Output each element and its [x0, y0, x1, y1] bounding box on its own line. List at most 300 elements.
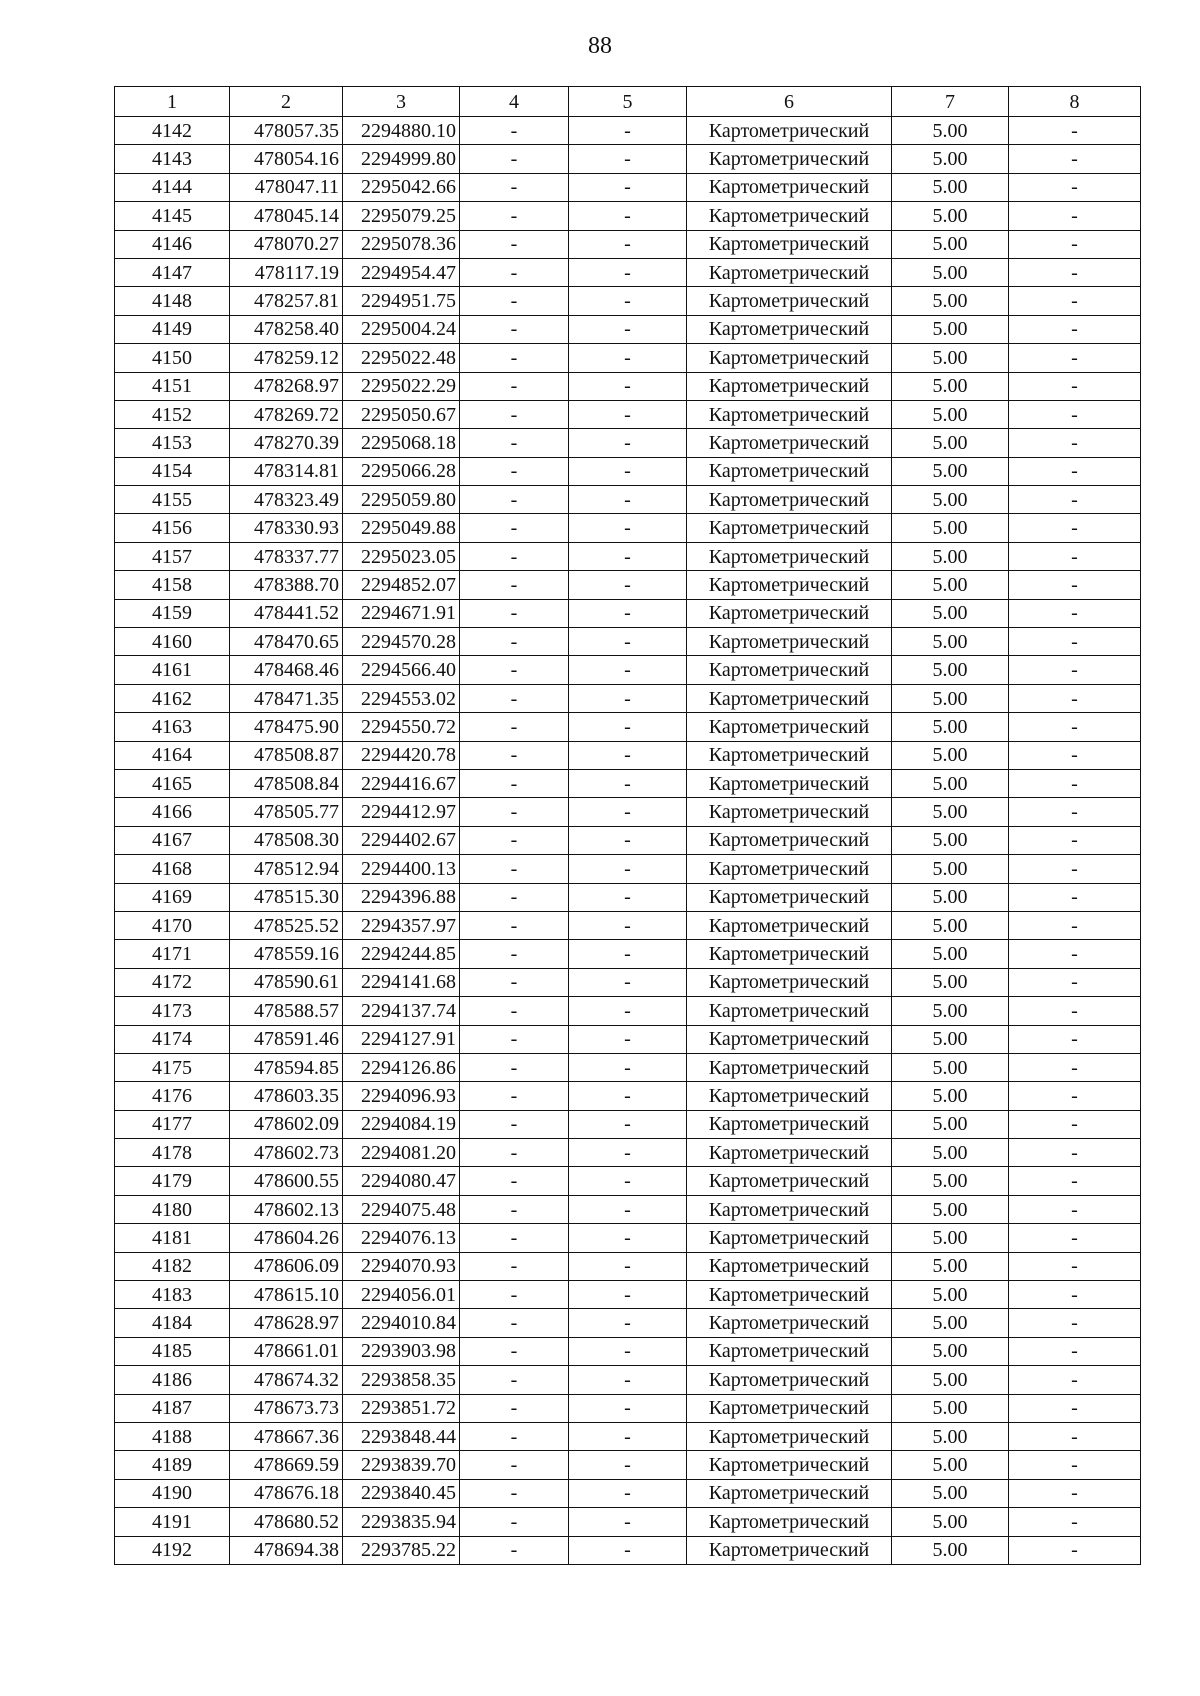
cell-accuracy: 5.00: [892, 429, 1009, 457]
cell-col-5: -: [569, 684, 687, 712]
cell-method: Картометрический: [687, 1337, 892, 1365]
cell-x-coordinate: 478257.81: [230, 287, 343, 315]
table-row: [115, 741, 1141, 769]
cell-method: Картометрический: [687, 571, 892, 599]
cell-x-coordinate: 478508.84: [230, 769, 343, 797]
cell-col-8: -: [1009, 173, 1141, 201]
cell-y-coordinate: 2294080.47: [343, 1167, 460, 1195]
cell-x-coordinate: 478667.36: [230, 1422, 343, 1450]
cell-y-coordinate: 2295078.36: [343, 230, 460, 258]
cell-accuracy: 5.00: [892, 883, 1009, 911]
cell-accuracy: 5.00: [892, 826, 1009, 854]
cell-y-coordinate: 2295050.67: [343, 400, 460, 428]
cell-col-5: -: [569, 1337, 687, 1365]
cell-y-coordinate: 2294671.91: [343, 599, 460, 627]
cell-method: Картометрический: [687, 968, 892, 996]
cell-y-coordinate: 2294999.80: [343, 145, 460, 173]
cell-x-coordinate: 478441.52: [230, 599, 343, 627]
cell-method: Картометрический: [687, 997, 892, 1025]
cell-point-number: 4150: [115, 344, 230, 372]
cell-method: Картометрический: [687, 1508, 892, 1536]
cell-point-number: 4187: [115, 1394, 230, 1422]
cell-col-8: -: [1009, 940, 1141, 968]
cell-accuracy: 5.00: [892, 1110, 1009, 1138]
cell-col-4: -: [460, 855, 569, 883]
cell-col-5: -: [569, 486, 687, 514]
cell-y-coordinate: 2294075.48: [343, 1195, 460, 1223]
cell-method: Картометрический: [687, 1167, 892, 1195]
table-row: [115, 258, 1141, 286]
cell-col-4: -: [460, 173, 569, 201]
cell-col-5: -: [569, 883, 687, 911]
table-row: [115, 486, 1141, 514]
cell-method: Картометрический: [687, 1025, 892, 1053]
table-row: [115, 514, 1141, 542]
cell-col-4: -: [460, 1053, 569, 1081]
coordinates-table: [114, 86, 1141, 1565]
table-row: [115, 315, 1141, 343]
cell-y-coordinate: 2293835.94: [343, 1508, 460, 1536]
cell-point-number: 4168: [115, 855, 230, 883]
cell-accuracy: 5.00: [892, 400, 1009, 428]
cell-method: Картометрический: [687, 940, 892, 968]
table-row: [115, 1281, 1141, 1309]
cell-method: Картометрический: [687, 315, 892, 343]
cell-x-coordinate: 478045.14: [230, 202, 343, 230]
cell-y-coordinate: 2295066.28: [343, 457, 460, 485]
cell-accuracy: 5.00: [892, 1479, 1009, 1507]
cell-y-coordinate: 2294056.01: [343, 1281, 460, 1309]
cell-col-8: -: [1009, 315, 1141, 343]
cell-col-5: -: [569, 741, 687, 769]
cell-x-coordinate: 478600.55: [230, 1167, 343, 1195]
cell-col-5: -: [569, 1422, 687, 1450]
header-cell-5: 5: [569, 87, 687, 117]
cell-method: Картометрический: [687, 1309, 892, 1337]
cell-y-coordinate: 2294244.85: [343, 940, 460, 968]
cell-col-8: -: [1009, 287, 1141, 315]
cell-point-number: 4174: [115, 1025, 230, 1053]
cell-col-5: -: [569, 173, 687, 201]
cell-accuracy: 5.00: [892, 258, 1009, 286]
cell-col-8: -: [1009, 1337, 1141, 1365]
cell-col-5: -: [569, 287, 687, 315]
cell-y-coordinate: 2294076.13: [343, 1224, 460, 1252]
cell-point-number: 4145: [115, 202, 230, 230]
cell-col-5: -: [569, 1479, 687, 1507]
cell-col-4: -: [460, 145, 569, 173]
cell-point-number: 4186: [115, 1366, 230, 1394]
cell-x-coordinate: 478475.90: [230, 713, 343, 741]
cell-col-4: -: [460, 230, 569, 258]
cell-y-coordinate: 2295068.18: [343, 429, 460, 457]
cell-col-8: -: [1009, 1536, 1141, 1564]
cell-x-coordinate: 478508.87: [230, 741, 343, 769]
cell-accuracy: 5.00: [892, 145, 1009, 173]
cell-method: Картометрический: [687, 145, 892, 173]
cell-point-number: 4142: [115, 117, 230, 145]
cell-accuracy: 5.00: [892, 1082, 1009, 1110]
cell-y-coordinate: 2295049.88: [343, 514, 460, 542]
cell-accuracy: 5.00: [892, 372, 1009, 400]
cell-col-4: -: [460, 429, 569, 457]
cell-method: Картометрический: [687, 1451, 892, 1479]
table-row: [115, 542, 1141, 570]
cell-accuracy: 5.00: [892, 628, 1009, 656]
table-row: [115, 1366, 1141, 1394]
cell-accuracy: 5.00: [892, 344, 1009, 372]
table-row: [115, 429, 1141, 457]
table-row: [115, 628, 1141, 656]
cell-x-coordinate: 478314.81: [230, 457, 343, 485]
cell-col-4: -: [460, 1508, 569, 1536]
cell-method: Картометрический: [687, 117, 892, 145]
table-row: [115, 400, 1141, 428]
cell-method: Картометрический: [687, 1366, 892, 1394]
cell-point-number: 4167: [115, 826, 230, 854]
cell-col-4: -: [460, 798, 569, 826]
cell-col-8: -: [1009, 628, 1141, 656]
cell-col-8: -: [1009, 1082, 1141, 1110]
cell-col-5: -: [569, 1309, 687, 1337]
cell-accuracy: 5.00: [892, 940, 1009, 968]
cell-y-coordinate: 2294070.93: [343, 1252, 460, 1280]
cell-col-8: -: [1009, 344, 1141, 372]
cell-point-number: 4146: [115, 230, 230, 258]
cell-x-coordinate: 478508.30: [230, 826, 343, 854]
cell-method: Картометрический: [687, 911, 892, 939]
cell-accuracy: 5.00: [892, 542, 1009, 570]
cell-col-5: -: [569, 571, 687, 599]
table-row: [115, 713, 1141, 741]
cell-col-4: -: [460, 542, 569, 570]
cell-col-4: -: [460, 883, 569, 911]
cell-accuracy: 5.00: [892, 656, 1009, 684]
cell-col-5: -: [569, 542, 687, 570]
cell-method: Картометрический: [687, 1082, 892, 1110]
cell-col-8: -: [1009, 514, 1141, 542]
cell-x-coordinate: 478323.49: [230, 486, 343, 514]
cell-y-coordinate: 2295079.25: [343, 202, 460, 230]
cell-y-coordinate: 2295022.29: [343, 372, 460, 400]
table-row: [115, 1110, 1141, 1138]
table-row: [115, 202, 1141, 230]
cell-col-5: -: [569, 656, 687, 684]
cell-col-5: -: [569, 202, 687, 230]
cell-point-number: 4188: [115, 1422, 230, 1450]
cell-point-number: 4147: [115, 258, 230, 286]
table-row: [115, 1337, 1141, 1365]
cell-col-5: -: [569, 344, 687, 372]
cell-y-coordinate: 2294951.75: [343, 287, 460, 315]
cell-col-4: -: [460, 457, 569, 485]
cell-point-number: 4169: [115, 883, 230, 911]
cell-point-number: 4179: [115, 1167, 230, 1195]
cell-col-4: -: [460, 968, 569, 996]
cell-col-5: -: [569, 713, 687, 741]
cell-col-4: -: [460, 826, 569, 854]
cell-point-number: 4158: [115, 571, 230, 599]
cell-accuracy: 5.00: [892, 911, 1009, 939]
cell-method: Картометрический: [687, 1422, 892, 1450]
cell-y-coordinate: 2294570.28: [343, 628, 460, 656]
cell-accuracy: 5.00: [892, 1422, 1009, 1450]
cell-point-number: 4160: [115, 628, 230, 656]
header-cell-2: 2: [230, 87, 343, 117]
page-number: [0, 30, 1200, 62]
cell-accuracy: 5.00: [892, 117, 1009, 145]
cell-method: Картометрический: [687, 372, 892, 400]
cell-col-8: -: [1009, 1508, 1141, 1536]
cell-point-number: 4156: [115, 514, 230, 542]
cell-col-5: -: [569, 1281, 687, 1309]
table-row: [115, 1536, 1141, 1564]
table-row: [115, 571, 1141, 599]
cell-col-8: -: [1009, 741, 1141, 769]
cell-accuracy: 5.00: [892, 315, 1009, 343]
cell-y-coordinate: 2293848.44: [343, 1422, 460, 1450]
cell-y-coordinate: 2294137.74: [343, 997, 460, 1025]
cell-accuracy: 5.00: [892, 855, 1009, 883]
cell-point-number: 4181: [115, 1224, 230, 1252]
cell-x-coordinate: 478070.27: [230, 230, 343, 258]
cell-x-coordinate: 478259.12: [230, 344, 343, 372]
cell-col-8: -: [1009, 656, 1141, 684]
cell-col-4: -: [460, 1366, 569, 1394]
cell-y-coordinate: 2294954.47: [343, 258, 460, 286]
cell-col-4: -: [460, 599, 569, 627]
cell-y-coordinate: 2294084.19: [343, 1110, 460, 1138]
cell-y-coordinate: 2294010.84: [343, 1309, 460, 1337]
cell-accuracy: 5.00: [892, 1195, 1009, 1223]
table-row: [115, 826, 1141, 854]
cell-accuracy: 5.00: [892, 571, 1009, 599]
cell-col-8: -: [1009, 372, 1141, 400]
table-row: [115, 599, 1141, 627]
cell-col-8: -: [1009, 1281, 1141, 1309]
cell-accuracy: 5.00: [892, 1366, 1009, 1394]
cell-point-number: 4185: [115, 1337, 230, 1365]
cell-method: Картометрический: [687, 826, 892, 854]
table-row: [115, 173, 1141, 201]
cell-x-coordinate: 478505.77: [230, 798, 343, 826]
cell-col-5: -: [569, 457, 687, 485]
cell-point-number: 4166: [115, 798, 230, 826]
cell-y-coordinate: 2294412.97: [343, 798, 460, 826]
cell-point-number: 4192: [115, 1536, 230, 1564]
table-row: [115, 769, 1141, 797]
cell-method: Картометрический: [687, 1479, 892, 1507]
cell-point-number: 4157: [115, 542, 230, 570]
cell-method: Картометрический: [687, 1110, 892, 1138]
header-row: [115, 87, 1141, 117]
cell-x-coordinate: 478606.09: [230, 1252, 343, 1280]
cell-point-number: 4162: [115, 684, 230, 712]
cell-method: Картометрический: [687, 429, 892, 457]
cell-col-5: -: [569, 1508, 687, 1536]
table-row: [115, 1394, 1141, 1422]
cell-col-4: -: [460, 1281, 569, 1309]
cell-y-coordinate: 2293785.22: [343, 1536, 460, 1564]
cell-point-number: 4176: [115, 1082, 230, 1110]
cell-col-4: -: [460, 486, 569, 514]
table-row: [115, 684, 1141, 712]
cell-col-4: -: [460, 1451, 569, 1479]
cell-method: Картометрический: [687, 883, 892, 911]
cell-x-coordinate: 478602.13: [230, 1195, 343, 1223]
cell-point-number: 4178: [115, 1139, 230, 1167]
cell-col-4: -: [460, 1479, 569, 1507]
cell-col-5: -: [569, 117, 687, 145]
cell-col-8: -: [1009, 1479, 1141, 1507]
cell-method: Картометрический: [687, 741, 892, 769]
cell-col-5: -: [569, 1451, 687, 1479]
cell-col-5: -: [569, 997, 687, 1025]
cell-col-8: -: [1009, 1053, 1141, 1081]
cell-col-8: -: [1009, 1224, 1141, 1252]
cell-col-8: -: [1009, 1195, 1141, 1223]
cell-col-4: -: [460, 514, 569, 542]
cell-accuracy: 5.00: [892, 1337, 1009, 1365]
cell-col-5: -: [569, 1053, 687, 1081]
cell-method: Картометрический: [687, 287, 892, 315]
cell-point-number: 4152: [115, 400, 230, 428]
cell-accuracy: 5.00: [892, 741, 1009, 769]
cell-accuracy: 5.00: [892, 514, 1009, 542]
cell-col-8: -: [1009, 486, 1141, 514]
cell-accuracy: 5.00: [892, 798, 1009, 826]
cell-x-coordinate: 478676.18: [230, 1479, 343, 1507]
header-cell-4: 4: [460, 87, 569, 117]
cell-col-4: -: [460, 287, 569, 315]
cell-method: Картометрический: [687, 713, 892, 741]
cell-x-coordinate: 478047.11: [230, 173, 343, 201]
cell-y-coordinate: 2294416.67: [343, 769, 460, 797]
cell-col-8: -: [1009, 429, 1141, 457]
cell-y-coordinate: 2294880.10: [343, 117, 460, 145]
table-row: [115, 855, 1141, 883]
cell-method: Картометрический: [687, 599, 892, 627]
cell-col-4: -: [460, 571, 569, 599]
cell-col-5: -: [569, 1394, 687, 1422]
cell-point-number: 4175: [115, 1053, 230, 1081]
table-row: [115, 1053, 1141, 1081]
cell-col-8: -: [1009, 457, 1141, 485]
cell-y-coordinate: 2295022.48: [343, 344, 460, 372]
table-row: [115, 457, 1141, 485]
cell-col-8: -: [1009, 968, 1141, 996]
table-body: [115, 117, 1141, 1565]
cell-y-coordinate: 2294566.40: [343, 656, 460, 684]
cell-col-5: -: [569, 826, 687, 854]
header-cell-7: 7: [892, 87, 1009, 117]
cell-point-number: 4173: [115, 997, 230, 1025]
cell-col-5: -: [569, 1110, 687, 1138]
cell-col-8: -: [1009, 117, 1141, 145]
table-row: [115, 1139, 1141, 1167]
cell-col-8: -: [1009, 769, 1141, 797]
cell-col-4: -: [460, 628, 569, 656]
cell-col-4: -: [460, 1110, 569, 1138]
cell-point-number: 4183: [115, 1281, 230, 1309]
table-row: [115, 911, 1141, 939]
cell-x-coordinate: 478337.77: [230, 542, 343, 570]
cell-col-5: -: [569, 798, 687, 826]
cell-y-coordinate: 2294096.93: [343, 1082, 460, 1110]
cell-y-coordinate: 2294553.02: [343, 684, 460, 712]
cell-col-5: -: [569, 372, 687, 400]
cell-point-number: 4143: [115, 145, 230, 173]
cell-col-4: -: [460, 741, 569, 769]
table-row: [115, 1309, 1141, 1337]
header-cell-8: 8: [1009, 87, 1141, 117]
cell-col-4: -: [460, 684, 569, 712]
cell-col-5: -: [569, 855, 687, 883]
cell-col-5: -: [569, 1366, 687, 1394]
cell-col-8: -: [1009, 258, 1141, 286]
table-row: [115, 883, 1141, 911]
cell-col-4: -: [460, 1139, 569, 1167]
cell-col-5: -: [569, 1224, 687, 1252]
cell-x-coordinate: 478602.73: [230, 1139, 343, 1167]
header-cell-3: 3: [343, 87, 460, 117]
cell-col-8: -: [1009, 542, 1141, 570]
table-row: [115, 1025, 1141, 1053]
cell-x-coordinate: 478680.52: [230, 1508, 343, 1536]
cell-x-coordinate: 478471.35: [230, 684, 343, 712]
cell-col-4: -: [460, 769, 569, 797]
table-row: [115, 117, 1141, 145]
cell-accuracy: 5.00: [892, 230, 1009, 258]
cell-point-number: 4151: [115, 372, 230, 400]
cell-col-4: -: [460, 997, 569, 1025]
cell-accuracy: 5.00: [892, 968, 1009, 996]
page-number-text: 88: [588, 33, 612, 59]
cell-col-5: -: [569, 1252, 687, 1280]
cell-col-8: -: [1009, 1451, 1141, 1479]
cell-accuracy: 5.00: [892, 1167, 1009, 1195]
cell-x-coordinate: 478603.35: [230, 1082, 343, 1110]
table-row: [115, 230, 1141, 258]
cell-method: Картометрический: [687, 173, 892, 201]
table-row: [115, 1479, 1141, 1507]
cell-accuracy: 5.00: [892, 1536, 1009, 1564]
cell-col-8: -: [1009, 713, 1141, 741]
cell-col-4: -: [460, 713, 569, 741]
cell-col-5: -: [569, 400, 687, 428]
cell-col-8: -: [1009, 230, 1141, 258]
table-row: [115, 1508, 1141, 1536]
cell-y-coordinate: 2294127.91: [343, 1025, 460, 1053]
cell-method: Картометрический: [687, 230, 892, 258]
cell-accuracy: 5.00: [892, 287, 1009, 315]
cell-col-8: -: [1009, 1167, 1141, 1195]
cell-x-coordinate: 478054.16: [230, 145, 343, 173]
cell-method: Картометрический: [687, 1394, 892, 1422]
cell-col-5: -: [569, 1195, 687, 1223]
cell-accuracy: 5.00: [892, 1394, 1009, 1422]
cell-y-coordinate: 2293839.70: [343, 1451, 460, 1479]
cell-col-5: -: [569, 1082, 687, 1110]
cell-x-coordinate: 478057.35: [230, 117, 343, 145]
cell-y-coordinate: 2293851.72: [343, 1394, 460, 1422]
cell-x-coordinate: 478330.93: [230, 514, 343, 542]
table-row: [115, 1195, 1141, 1223]
table-row: [115, 1224, 1141, 1252]
cell-x-coordinate: 478674.32: [230, 1366, 343, 1394]
cell-accuracy: 5.00: [892, 1224, 1009, 1252]
cell-point-number: 4165: [115, 769, 230, 797]
